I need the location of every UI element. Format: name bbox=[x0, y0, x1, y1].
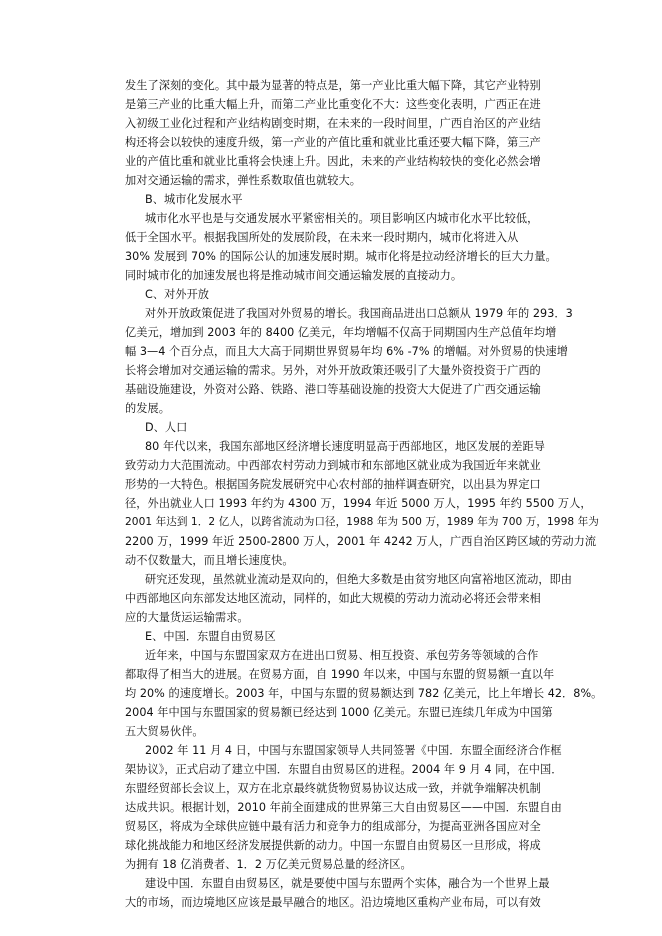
text-line: 加对交通运输的需求，弹性系数取值也就较大。 bbox=[125, 174, 361, 187]
section-heading-e: E、中国．东盟自由贸易区 bbox=[145, 630, 276, 643]
text-line: 亿美元，增加到 2003 年的 8400 亿美元，年均增幅不仅高于同期国内生产总值年均增 bbox=[125, 326, 557, 339]
text-line: 致劳动力大范围流动。中西部农村劳动力到城市和东部地区就业成为我国近年来就业 bbox=[125, 459, 541, 472]
text-line: 低于全国水平。根据我国所处的发展阶段，在未来一段时期内，城市化将进入从 bbox=[125, 231, 519, 244]
text-line: 2004 年中国与东盟国家的贸易额已经达到 1000 亿美元。东盟已连续几年成为中国第 bbox=[125, 706, 553, 719]
text-line: 为拥有 18 亿消费者、1．2 万亿美元贸易总量的经济区。 bbox=[125, 858, 412, 871]
text-line: 城市化水平也是与交通发展水平紧密相关的。项目影响区内城市化水平比较低， bbox=[145, 212, 539, 225]
text-line: 长将会增加对交通运输的需求。另外，对外开放政策还吸引了大量外资投资于广西的 bbox=[125, 364, 541, 377]
text-line: 近年来，中国与东盟国家双方在进出口贸易、相互投资、承包劳务等领域的合作 bbox=[145, 649, 539, 662]
text-line: 幅 3—4 个百分点，而且大大高于同期世界贸易年均 6% -7% 的增幅。对外贸易的快速增 bbox=[125, 345, 568, 358]
text-line: 研究还发现，虽然就业流动是双向的，但绝大多数是由贫穷地区向富裕地区流动，即由 bbox=[145, 573, 573, 586]
text-line: 构还将会以较快的速度升级，第一产业的产值比重和就业比重还要大幅下降，第三产 bbox=[125, 136, 541, 149]
text-line: 2001 年达到 1．2 亿人，以跨省流动为口径，1988 年为 500 万，1989 年为 700 万，1998 年为 bbox=[125, 516, 599, 528]
text-line: 大的市场，而边境地区应该是最早融合的地区。沿边境地区重构产业布局，可以有效 bbox=[125, 896, 541, 909]
text-line: 球化挑战能力和地区经济发展提供新的动力。中国一东盟自由贸易区一旦形成，将成 bbox=[125, 839, 541, 852]
text-line: 形势的一大特色。根据国务院发展研究中心农村部的抽样调查研究，以出县为界定口 bbox=[125, 478, 541, 491]
text-line: 80 年代以来，我国东部地区经济增长速度明显高于西部地区，地区发展的差距导 bbox=[145, 440, 546, 453]
text-line: 五大贸易伙伴。 bbox=[125, 725, 204, 738]
text-line: 发生了深刻的变化。其中最为显著的特点是，第一产业比重大幅下降，其它产业特别 bbox=[125, 79, 541, 92]
text-line: 业的产值比重和就业比重将会快速上升。因此，未来的产业结构较快的变化必然会增 bbox=[125, 155, 541, 168]
section-heading-d: D、人口 bbox=[145, 421, 188, 434]
text-line: 基础设施建设，外资对公路、铁路、港口等基础设施的投资大大促进了广西交通运输 bbox=[125, 383, 541, 396]
text-line: 对外开放政策促进了我国对外贸易的增长。我国商品进出口总额从 1979 年的 293．3 bbox=[145, 307, 573, 320]
text-line: 同时城市化的加速发展也将是推动城市间交通运输发展的直接动力。 bbox=[125, 269, 463, 282]
text-line: 东盟经贸部长会议上，双方在北京最终就货物贸易协议达成一致，并就争端解决机制 bbox=[125, 782, 541, 795]
text-line: 入初级工业化过程和产业结构剧变时期，在未来的一段时间里，广西自治区的产业结 bbox=[125, 117, 541, 130]
text-line: 中西部地区向东部发达地区流动，同样的，如此大规模的劳动力流动必将还会带来相 bbox=[125, 592, 541, 605]
text-line: 达成共识。根据计划，2010 年前全面建成的世界第三大自由贸易区——中国．东盟自由 bbox=[125, 801, 562, 814]
text-line: 30% 发展到 70% 的国际公认的加速发展时期。城市化将是拉动经济增长的巨大力量。 bbox=[125, 250, 557, 263]
text-line: 应的大量货运运输需求。 bbox=[125, 611, 249, 624]
text-line: 的发展。 bbox=[125, 402, 170, 415]
text-line: 都取得了相当大的进展。在贸易方面，自 1990 年以来，中国与东盟的贸易额一直以年 bbox=[125, 668, 555, 681]
text-line: 2002 年 11 月 4 日，中国与东盟国家领导人共同签署《中国．东盟全面经济合作框 bbox=[145, 744, 562, 757]
text-line: 架协议》，正式启动了建立中国．东盟自由贸易区的进程。2004 年 9 月 4 同，在中国． bbox=[125, 763, 563, 776]
text-line: 贸易区，将成为全球供应链中最有活力和竞争力的组成部分，为提高亚洲各国应对全 bbox=[125, 820, 541, 833]
section-heading-c: C、对外开放 bbox=[145, 288, 210, 301]
text-line: 均 20% 的速度增长。2003 年，中国与东盟的贸易额达到 782 亿美元，比上年增长 42．8%。 bbox=[125, 687, 603, 700]
text-line: 径，外出就业人口 1993 年约为 4300 万，1994 年近 5000 万人，1995 年约 5500 万人， bbox=[125, 497, 592, 510]
section-heading-b: B、城市化发展水平 bbox=[145, 193, 243, 206]
text-line: 建设中国．东盟自由贸易区，就是要使中国与东盟两个实体，融合为一个世界上最 bbox=[145, 877, 550, 890]
text-line: 2200 万，1999 年近 2500-2800 万人，2001 年 4242 万人，广西自治区跨区域的劳动力流 bbox=[125, 535, 597, 548]
text-line: 是第三产业的比重大幅上升，而第二产业比重变化不大：这些变化表明，广西正在进 bbox=[125, 98, 541, 111]
text-line: 动不仅数量大，而且增长速度快。 bbox=[125, 554, 294, 567]
